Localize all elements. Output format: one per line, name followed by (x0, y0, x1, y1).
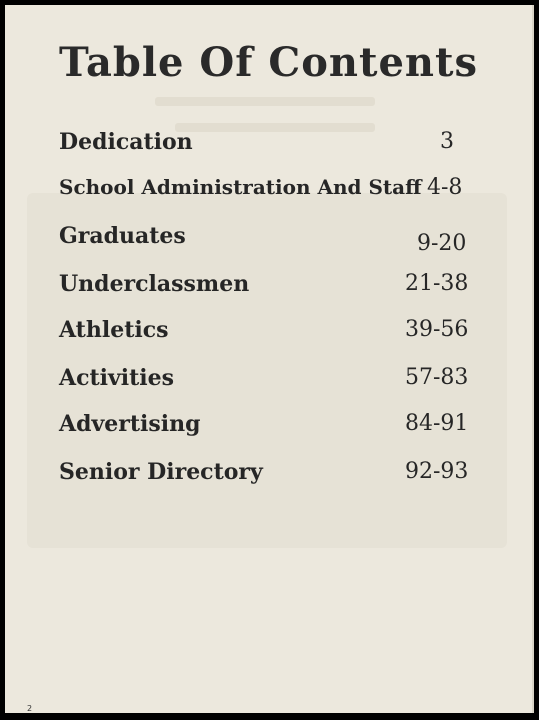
toc-entry-senior-directory (59, 459, 489, 493)
toc-entry-advertising (59, 411, 489, 445)
toc-entry-label: School Administration And Staff (59, 175, 422, 199)
toc-entry-label: Senior Directory (59, 459, 263, 485)
toc-entry-label: Graduates (59, 223, 186, 249)
toc-entry-school-administration (59, 175, 489, 209)
toc-entry-label: Advertising (59, 411, 201, 437)
toc-entry-pages: 92-93 (405, 459, 469, 484)
show-through-line (155, 97, 375, 106)
toc-entry-pages: 84-91 (405, 411, 469, 436)
toc-entry-pages: 4-8 (427, 175, 463, 200)
page-title: Table Of Contents (59, 39, 478, 86)
toc-entry-dedication (59, 129, 489, 163)
toc-entry-athletics (59, 317, 489, 351)
toc-entry-activities (59, 365, 489, 399)
toc-entry-pages: 39-56 (405, 317, 469, 342)
toc-entry-label: Underclassmen (59, 271, 250, 297)
page-number: 2 (27, 704, 33, 713)
toc-entry-label: Athletics (59, 317, 169, 343)
toc-entry-graduates (59, 223, 489, 257)
toc-entry-label: Dedication (59, 129, 193, 155)
document-page (5, 5, 534, 713)
toc-entry-pages: 21-38 (405, 271, 469, 296)
toc-entry-pages: 9-20 (417, 231, 467, 256)
toc-entry-pages: 3 (440, 129, 454, 154)
toc-entry-label: Activities (59, 365, 175, 391)
toc-entry-underclassmen (59, 271, 489, 305)
toc-entry-pages: 57-83 (405, 365, 469, 390)
